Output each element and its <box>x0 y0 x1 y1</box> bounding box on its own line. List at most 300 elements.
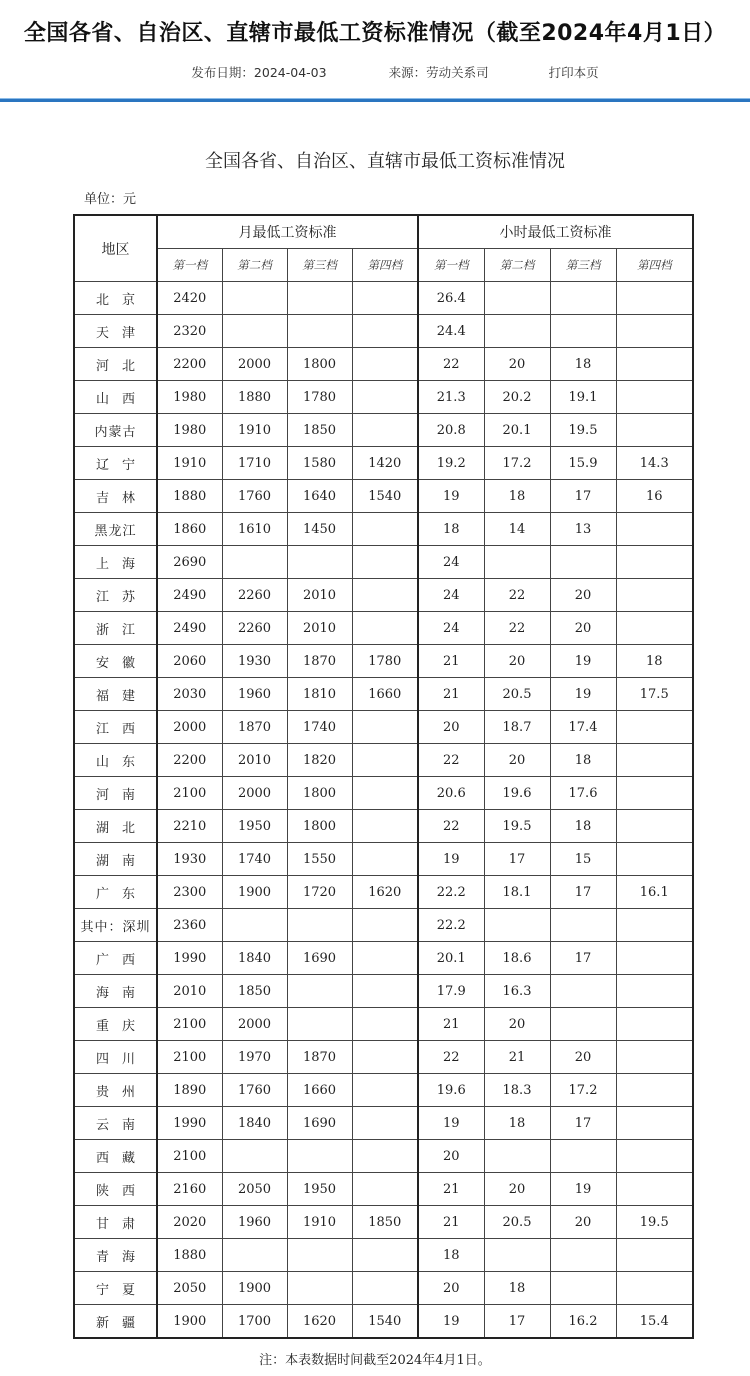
unit-label: 单位：元 <box>84 192 137 207</box>
monthly-wage-cell: 1910 <box>222 414 287 447</box>
monthly-wage-cell <box>352 1272 418 1305</box>
monthly-wage-cell: 2000 <box>222 777 287 810</box>
monthly-wage-cell: 1690 <box>287 942 352 975</box>
monthly-wage-cell: 2420 <box>157 282 222 315</box>
monthly-wage-cell <box>352 942 418 975</box>
table-row <box>74 843 693 876</box>
hourly-wage-cell: 24 <box>418 579 484 612</box>
hourly-wage-cell <box>616 282 693 315</box>
hourly-wage-cell <box>616 348 693 381</box>
region-cell: 其中：深圳 <box>74 909 157 942</box>
hourly-wage-cell: 20.8 <box>418 414 484 447</box>
hourly-wage-cell <box>616 1140 693 1173</box>
monthly-wage-cell <box>352 744 418 777</box>
hourly-wage-cell: 24 <box>418 546 484 579</box>
hourly-wage-cell: 22.2 <box>418 876 484 909</box>
hourly-wage-cell <box>550 1140 616 1173</box>
monthly-wage-cell <box>352 909 418 942</box>
hourly-wage-cell: 22 <box>484 579 550 612</box>
region-cell: 青海 <box>74 1239 157 1272</box>
hourly-wage-cell: 15 <box>550 843 616 876</box>
region-cell: 河南 <box>74 777 157 810</box>
table-row <box>74 1272 693 1305</box>
hourly-wage-cell: 22.2 <box>418 909 484 942</box>
monthly-wage-cell: 1960 <box>222 678 287 711</box>
hourly-wage-cell: 26.4 <box>418 282 484 315</box>
hourly-wage-cell: 20.1 <box>418 942 484 975</box>
monthly-wage-cell: 2210 <box>157 810 222 843</box>
hourly-wage-cell: 18 <box>484 1107 550 1140</box>
hourly-wage-cell: 17 <box>550 876 616 909</box>
table-row <box>74 348 693 381</box>
monthly-wage-cell: 1740 <box>222 843 287 876</box>
hourly-wage-cell <box>616 909 693 942</box>
hourly-wage-cell <box>550 1239 616 1272</box>
table-body <box>74 282 693 1339</box>
hourly-wage-cell: 20 <box>550 579 616 612</box>
monthly-wage-cell: 1620 <box>352 876 418 909</box>
hourly-wage-cell <box>550 546 616 579</box>
monthly-wage-cell <box>352 513 418 546</box>
hourly-wage-cell <box>550 1008 616 1041</box>
hourly-wage-cell: 21 <box>418 1173 484 1206</box>
hourly-wage-cell: 16.1 <box>616 876 693 909</box>
monthly-wage-cell: 2490 <box>157 612 222 645</box>
monthly-wage-cell <box>352 1041 418 1074</box>
hourly-wage-cell <box>550 975 616 1008</box>
hourly-wage-cell: 19.5 <box>550 414 616 447</box>
monthly-wage-cell: 1780 <box>287 381 352 414</box>
monthly-wage-cell: 2020 <box>157 1206 222 1239</box>
region-cell: 福建 <box>74 678 157 711</box>
monthly-wage-cell: 1580 <box>287 447 352 480</box>
hourly-wage-cell: 20 <box>418 1140 484 1173</box>
table-row <box>74 447 693 480</box>
hourly-wage-cell <box>616 414 693 447</box>
hourly-wage-cell: 20.5 <box>484 678 550 711</box>
hourly-wage-cell <box>616 513 693 546</box>
table-row <box>74 1074 693 1107</box>
hourly-wage-cell <box>616 744 693 777</box>
hourly-wage-cell: 19 <box>550 645 616 678</box>
region-cell: 天津 <box>74 315 157 348</box>
monthly-wage-cell <box>352 1074 418 1107</box>
hourly-wage-cell: 18 <box>616 645 693 678</box>
hourly-wage-cell: 17 <box>550 1107 616 1140</box>
hourly-wage-cell <box>616 1008 693 1041</box>
region-cell: 贵州 <box>74 1074 157 1107</box>
region-cell: 广东 <box>74 876 157 909</box>
monthly-wage-cell: 1710 <box>222 447 287 480</box>
monthly-wage-cell: 1870 <box>222 711 287 744</box>
table-row <box>74 1206 693 1239</box>
monthly-wage-cell: 2030 <box>157 678 222 711</box>
monthly-wage-cell <box>352 810 418 843</box>
hourly-wage-cell: 20 <box>484 645 550 678</box>
monthly-wage-cell: 1930 <box>157 843 222 876</box>
hourly-wage-cell: 18 <box>550 744 616 777</box>
monthly-wage-cell <box>352 315 418 348</box>
monthly-wage-cell <box>287 909 352 942</box>
monthly-wage-cell: 1990 <box>157 1107 222 1140</box>
hourly-wage-cell <box>616 1074 693 1107</box>
hourly-wage-cell <box>616 843 693 876</box>
region-cell: 河北 <box>74 348 157 381</box>
monthly-wage-cell: 2260 <box>222 579 287 612</box>
hourly-wage-cell: 17.6 <box>550 777 616 810</box>
monthly-wage-cell: 2010 <box>157 975 222 1008</box>
monthly-wage-cell: 1640 <box>287 480 352 513</box>
region-cell: 广西 <box>74 942 157 975</box>
monthly-wage-cell <box>287 315 352 348</box>
table-row <box>74 810 693 843</box>
hourly-wage-cell <box>616 579 693 612</box>
monthly-wage-cell <box>352 579 418 612</box>
hourly-wage-cell: 17 <box>550 480 616 513</box>
table-note: 注：本表数据时间截至2024年4月1日。 <box>259 1353 491 1368</box>
region-cell: 山西 <box>74 381 157 414</box>
monthly-wage-cell: 1690 <box>287 1107 352 1140</box>
monthly-wage-cell: 2300 <box>157 876 222 909</box>
monthly-wage-cell: 1930 <box>222 645 287 678</box>
monthly-wage-cell: 1740 <box>287 711 352 744</box>
region-cell: 湖南 <box>74 843 157 876</box>
monthly-wage-cell: 2200 <box>157 744 222 777</box>
monthly-wage-cell: 1880 <box>157 1239 222 1272</box>
hourly-wage-cell: 16.2 <box>550 1305 616 1339</box>
hourly-wage-cell: 19.2 <box>418 447 484 480</box>
table-row <box>74 282 693 315</box>
publish-date: 发布日期：2024-04-03 <box>191 65 327 80</box>
monthly-wage-cell: 1540 <box>352 1305 418 1339</box>
hourly-wage-cell: 21.3 <box>418 381 484 414</box>
hourly-wage-cell: 18 <box>484 1272 550 1305</box>
table-row <box>74 1239 693 1272</box>
monthly-tier-1-header: 第一档 <box>157 249 222 282</box>
region-cell: 安徽 <box>74 645 157 678</box>
monthly-wage-cell <box>352 348 418 381</box>
region-cell: 山东 <box>74 744 157 777</box>
hourly-wage-cell: 20 <box>484 348 550 381</box>
table-row <box>74 777 693 810</box>
hourly-wage-cell: 20.6 <box>418 777 484 810</box>
monthly-wage-cell <box>222 1239 287 1272</box>
hourly-wage-cell: 21 <box>418 645 484 678</box>
monthly-wage-cell <box>222 909 287 942</box>
hourly-wage-cell: 21 <box>418 1008 484 1041</box>
monthly-wage-cell: 1910 <box>157 447 222 480</box>
hourly-wage-cell: 22 <box>418 744 484 777</box>
monthly-wage-cell: 1890 <box>157 1074 222 1107</box>
monthly-wage-cell <box>352 546 418 579</box>
monthly-wage-cell <box>352 777 418 810</box>
monthly-wage-cell: 1700 <box>222 1305 287 1339</box>
hourly-wage-cell <box>484 315 550 348</box>
monthly-wage-cell: 1850 <box>352 1206 418 1239</box>
hourly-wage-cell: 17 <box>550 942 616 975</box>
table-row <box>74 744 693 777</box>
monthly-wage-cell: 1620 <box>287 1305 352 1339</box>
hourly-wage-header: 小时最低工资标准 <box>418 215 693 249</box>
monthly-wage-cell: 1420 <box>352 447 418 480</box>
region-cell: 陕西 <box>74 1173 157 1206</box>
region-cell: 吉林 <box>74 480 157 513</box>
monthly-wage-cell: 2000 <box>222 1008 287 1041</box>
hourly-wage-cell <box>550 909 616 942</box>
hourly-wage-cell <box>484 1140 550 1173</box>
monthly-wage-cell: 1780 <box>352 645 418 678</box>
monthly-wage-cell: 1800 <box>287 348 352 381</box>
monthly-tier-2-header: 第二档 <box>222 249 287 282</box>
monthly-wage-cell: 1810 <box>287 678 352 711</box>
monthly-wage-cell: 1840 <box>222 942 287 975</box>
hourly-wage-cell: 19 <box>550 1173 616 1206</box>
table-row <box>74 546 693 579</box>
region-cell: 北京 <box>74 282 157 315</box>
monthly-wage-header: 月最低工资标准 <box>157 215 418 249</box>
hourly-wage-cell: 21 <box>484 1041 550 1074</box>
hourly-wage-cell: 18 <box>550 810 616 843</box>
hourly-wage-cell: 20 <box>418 711 484 744</box>
hourly-wage-cell: 20 <box>484 1008 550 1041</box>
table-row <box>74 975 693 1008</box>
region-cell: 四川 <box>74 1041 157 1074</box>
region-cell: 黑龙江 <box>74 513 157 546</box>
hourly-wage-cell <box>616 381 693 414</box>
hourly-wage-cell: 20 <box>550 612 616 645</box>
hourly-wage-cell <box>484 1239 550 1272</box>
hourly-wage-cell: 24.4 <box>418 315 484 348</box>
region-cell: 浙江 <box>74 612 157 645</box>
monthly-wage-cell: 2010 <box>287 612 352 645</box>
table-row <box>74 480 693 513</box>
region-cell: 西藏 <box>74 1140 157 1173</box>
monthly-wage-cell: 1760 <box>222 480 287 513</box>
hourly-wage-cell <box>550 1272 616 1305</box>
hourly-wage-cell <box>616 546 693 579</box>
hourly-wage-cell: 17 <box>484 1305 550 1339</box>
monthly-wage-cell <box>222 282 287 315</box>
hourly-wage-cell: 18.7 <box>484 711 550 744</box>
hourly-wage-cell <box>484 282 550 315</box>
monthly-wage-cell <box>352 843 418 876</box>
monthly-wage-cell: 2360 <box>157 909 222 942</box>
table-row <box>74 1173 693 1206</box>
hourly-wage-cell: 19 <box>418 480 484 513</box>
table-row <box>74 315 693 348</box>
monthly-wage-cell: 1720 <box>287 876 352 909</box>
monthly-wage-cell: 1980 <box>157 381 222 414</box>
monthly-wage-cell <box>287 1140 352 1173</box>
monthly-wage-cell: 1610 <box>222 513 287 546</box>
table-row <box>74 612 693 645</box>
hourly-wage-cell: 19.5 <box>616 1206 693 1239</box>
monthly-wage-cell <box>352 612 418 645</box>
hourly-wage-cell: 19 <box>418 1107 484 1140</box>
hourly-wage-cell: 20 <box>418 1272 484 1305</box>
monthly-wage-cell: 1910 <box>287 1206 352 1239</box>
hourly-wage-cell: 18 <box>418 1239 484 1272</box>
monthly-wage-cell <box>222 546 287 579</box>
monthly-wage-cell: 1900 <box>157 1305 222 1339</box>
region-cell: 云南 <box>74 1107 157 1140</box>
monthly-wage-cell: 1540 <box>352 480 418 513</box>
monthly-wage-cell: 2160 <box>157 1173 222 1206</box>
table-row <box>74 1041 693 1074</box>
monthly-wage-cell: 2490 <box>157 579 222 612</box>
monthly-wage-cell: 1900 <box>222 1272 287 1305</box>
hourly-wage-cell <box>616 315 693 348</box>
monthly-wage-cell <box>287 1239 352 1272</box>
monthly-wage-cell: 1660 <box>287 1074 352 1107</box>
hourly-wage-cell: 15.9 <box>550 447 616 480</box>
monthly-wage-cell: 1820 <box>287 744 352 777</box>
hourly-wage-cell: 19.6 <box>484 777 550 810</box>
region-cell: 新疆 <box>74 1305 157 1339</box>
monthly-wage-cell <box>352 711 418 744</box>
table-row <box>74 513 693 546</box>
hourly-wage-cell <box>616 1239 693 1272</box>
table-row <box>74 1305 693 1339</box>
hourly-wage-cell: 20 <box>550 1041 616 1074</box>
hourly-wage-cell <box>616 810 693 843</box>
hourly-wage-cell: 17 <box>484 843 550 876</box>
monthly-wage-cell: 2200 <box>157 348 222 381</box>
monthly-wage-cell: 1990 <box>157 942 222 975</box>
monthly-wage-cell: 2320 <box>157 315 222 348</box>
hourly-wage-cell: 15.4 <box>616 1305 693 1339</box>
hourly-wage-cell <box>616 711 693 744</box>
hourly-wage-cell: 14 <box>484 513 550 546</box>
monthly-wage-cell: 1970 <box>222 1041 287 1074</box>
region-cell: 甘肃 <box>74 1206 157 1239</box>
hourly-wage-cell: 19.1 <box>550 381 616 414</box>
hourly-wage-cell <box>616 942 693 975</box>
monthly-wage-cell: 1880 <box>157 480 222 513</box>
monthly-wage-cell <box>287 282 352 315</box>
hourly-wage-cell: 20 <box>484 744 550 777</box>
monthly-wage-cell: 2060 <box>157 645 222 678</box>
monthly-wage-cell: 2050 <box>222 1173 287 1206</box>
region-cell: 湖北 <box>74 810 157 843</box>
hourly-wage-cell: 18.1 <box>484 876 550 909</box>
table-row <box>74 579 693 612</box>
header-divider <box>0 98 750 102</box>
monthly-wage-cell: 1760 <box>222 1074 287 1107</box>
table-row <box>74 942 693 975</box>
hourly-wage-cell: 14.3 <box>616 447 693 480</box>
hourly-wage-cell: 19 <box>418 1305 484 1339</box>
hourly-wage-cell: 24 <box>418 612 484 645</box>
hourly-wage-cell <box>616 612 693 645</box>
table-row <box>74 711 693 744</box>
monthly-wage-cell: 2100 <box>157 1008 222 1041</box>
hourly-wage-cell: 19.5 <box>484 810 550 843</box>
monthly-wage-cell <box>352 1107 418 1140</box>
monthly-wage-cell <box>352 414 418 447</box>
hourly-wage-cell: 20 <box>550 1206 616 1239</box>
region-cell: 重庆 <box>74 1008 157 1041</box>
region-cell: 江苏 <box>74 579 157 612</box>
hourly-wage-cell: 19 <box>418 843 484 876</box>
hourly-wage-cell: 20.2 <box>484 381 550 414</box>
hourly-wage-cell: 18 <box>484 480 550 513</box>
hourly-tier-1-header: 第一档 <box>418 249 484 282</box>
hourly-wage-cell: 18.6 <box>484 942 550 975</box>
hourly-wage-cell: 20 <box>484 1173 550 1206</box>
hourly-wage-cell: 16.3 <box>484 975 550 1008</box>
monthly-wage-cell: 1860 <box>157 513 222 546</box>
monthly-tier-3-header: 第三档 <box>287 249 352 282</box>
hourly-wage-cell: 22 <box>418 810 484 843</box>
monthly-wage-cell: 2000 <box>222 348 287 381</box>
monthly-wage-cell: 2050 <box>157 1272 222 1305</box>
monthly-wage-cell: 2010 <box>222 744 287 777</box>
monthly-wage-cell: 2100 <box>157 1041 222 1074</box>
monthly-wage-cell <box>287 1008 352 1041</box>
table-row <box>74 909 693 942</box>
region-cell: 海南 <box>74 975 157 1008</box>
table-row <box>74 1107 693 1140</box>
hourly-wage-cell <box>550 315 616 348</box>
hourly-wage-cell <box>616 777 693 810</box>
hourly-wage-cell: 21 <box>418 1206 484 1239</box>
monthly-wage-cell: 1950 <box>287 1173 352 1206</box>
monthly-wage-cell: 1800 <box>287 810 352 843</box>
hourly-wage-cell: 18 <box>418 513 484 546</box>
table-row <box>74 1140 693 1173</box>
monthly-wage-cell: 2100 <box>157 777 222 810</box>
hourly-wage-cell: 19.6 <box>418 1074 484 1107</box>
hourly-wage-cell: 19 <box>550 678 616 711</box>
hourly-wage-cell: 17.4 <box>550 711 616 744</box>
hourly-wage-cell <box>484 546 550 579</box>
monthly-wage-cell: 2000 <box>157 711 222 744</box>
hourly-wage-cell <box>616 1107 693 1140</box>
table-row <box>74 645 693 678</box>
hourly-wage-cell: 20.5 <box>484 1206 550 1239</box>
table-row <box>74 876 693 909</box>
monthly-wage-cell: 1850 <box>222 975 287 1008</box>
hourly-tier-3-header: 第三档 <box>550 249 616 282</box>
minimum-wage-table <box>73 214 694 1339</box>
monthly-wage-cell: 1960 <box>222 1206 287 1239</box>
monthly-wage-cell <box>222 315 287 348</box>
document-title: 全国各省、自治区、直辖市最低工资标准情况 <box>205 151 565 172</box>
hourly-wage-cell: 17.5 <box>616 678 693 711</box>
hourly-wage-cell: 21 <box>418 678 484 711</box>
hourly-wage-cell <box>616 1041 693 1074</box>
monthly-wage-cell <box>352 1239 418 1272</box>
monthly-wage-cell: 1840 <box>222 1107 287 1140</box>
hourly-tier-2-header: 第二档 <box>484 249 550 282</box>
source-label: 来源：劳动关系司 <box>388 65 489 80</box>
monthly-wage-cell <box>222 1140 287 1173</box>
monthly-wage-cell <box>287 1272 352 1305</box>
print-page-link[interactable]: 打印本页 <box>548 65 599 80</box>
monthly-wage-cell: 1660 <box>352 678 418 711</box>
region-cell: 江西 <box>74 711 157 744</box>
monthly-wage-cell: 1450 <box>287 513 352 546</box>
hourly-wage-cell: 22 <box>418 348 484 381</box>
hourly-wage-cell: 22 <box>418 1041 484 1074</box>
table-row <box>74 414 693 447</box>
table-row <box>74 1008 693 1041</box>
monthly-wage-cell <box>352 1008 418 1041</box>
hourly-wage-cell: 17.9 <box>418 975 484 1008</box>
hourly-wage-cell: 13 <box>550 513 616 546</box>
monthly-wage-cell <box>287 546 352 579</box>
